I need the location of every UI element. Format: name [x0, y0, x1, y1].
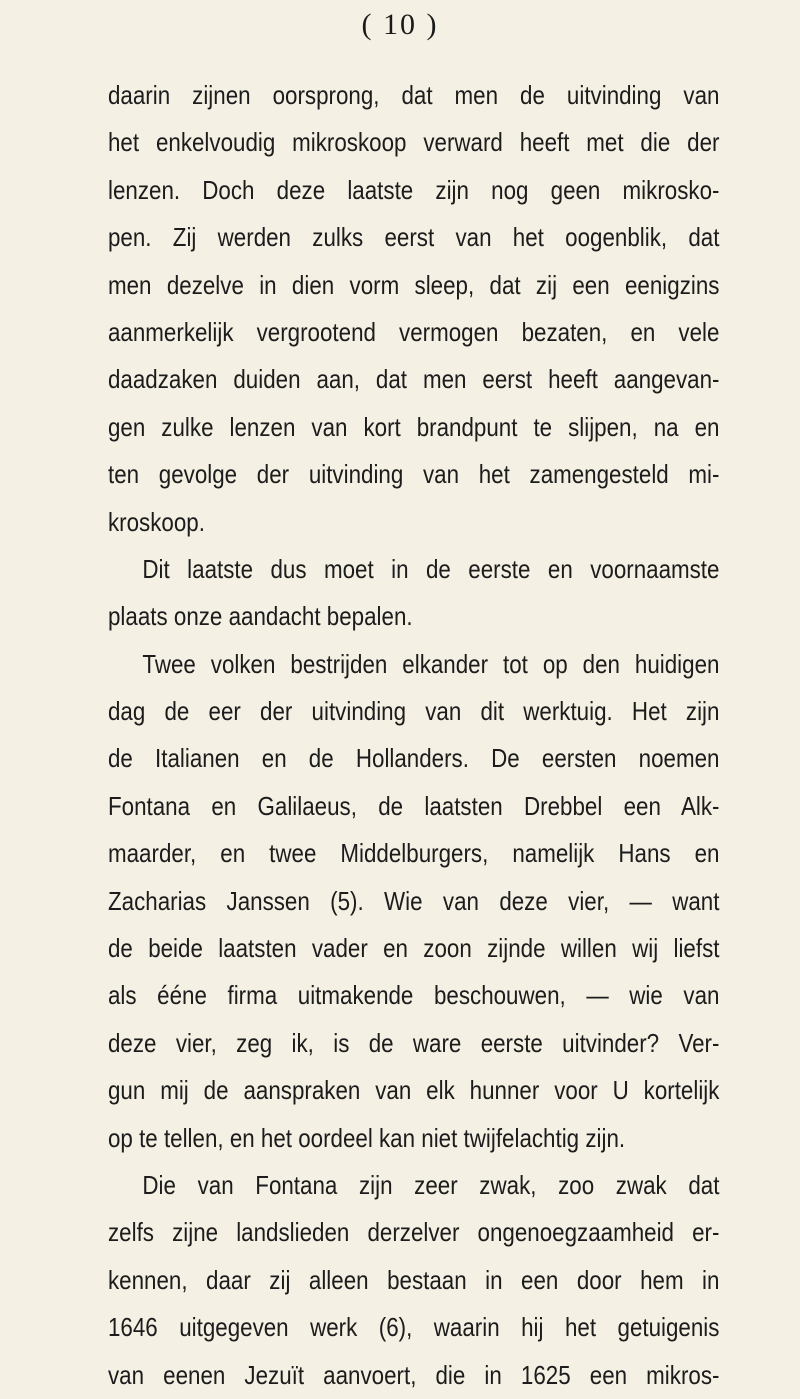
- text-line: Zacharias Janssen (5). Wie van deze vier, — want: [108, 885, 720, 916]
- text-line: het enkelvoudig mikroskoop verward heeft met die der: [108, 127, 720, 158]
- text-line: Dit laatste dus moet in de eerste en voornaamste: [142, 553, 720, 584]
- text-line: daarin zijnen oorsprong, dat men de uitvinding van: [108, 80, 720, 110]
- text-line: Die van Fontana zijn zeer zwak, zoo zwak dat: [142, 1169, 720, 1200]
- text-line: gen zulke lenzen van kort brandpunt te slijpen, na en: [108, 411, 720, 442]
- text-line: gun mij de aanspraken van elk hunner voor U kortelijk: [108, 1075, 720, 1106]
- text-line: op te tellen, en het oordeel kan niet twijfelachtig zijn.: [108, 1122, 626, 1153]
- text-line: de Italianen en de Hollanders. De eersten noemen: [108, 743, 720, 774]
- text-line: kennen, daar zij alleen bestaan in een door hem in: [108, 1264, 720, 1295]
- text-line: plaats onze aandacht bepalen.: [108, 601, 413, 632]
- text-line: ten gevolge der uitvinding van het zamengesteld mi-: [108, 459, 720, 490]
- text-line: dag de eer der uitvinding van dit werktuig. Het zijn: [108, 696, 720, 727]
- page-number: ( 10 ): [361, 8, 439, 41]
- text-line: maarder, en twee Middelburgers, namelijk Hans en: [108, 838, 720, 869]
- body-text: [108, 72, 719, 1399]
- text-line: men dezelve in dien vorm sleep, dat zij een eenigzins: [108, 269, 720, 300]
- text-line: als ééne firma uitmakende beschouwen, — wie van: [108, 980, 720, 1011]
- text-line: de beide laatsten vader en zoon zijnde willen wij liefst: [108, 933, 720, 964]
- text-line: deze vier, zeg ik, is de ware eerste uitvinder? Ver-: [108, 1027, 720, 1058]
- text-line: pen. Zij werden zulks eerst van het oogenblik, dat: [108, 222, 720, 253]
- text-line: van eenen Jezuït aanvoert, die in 1625 een mikros-: [108, 1359, 720, 1390]
- text-line: Twee volken bestrijden elkander tot op den huidigen: [142, 648, 720, 679]
- text-line: kroskoop.: [108, 506, 205, 537]
- text-line: Fontana en Galilaeus, de laatsten Drebbel een Alk-: [108, 790, 720, 821]
- text-line: 1646 uitgegeven werk (6), waarin hij het getuigenis: [108, 1312, 720, 1343]
- text-line: zelfs zijne landslieden derzelver ongenoegzaamheid er-: [108, 1217, 720, 1248]
- text-line: lenzen. Doch deze laatste zijn nog geen mikrosko-: [108, 174, 720, 205]
- text-line: aanmerkelijk vergrootend vermogen bezaten, en vele: [108, 316, 720, 347]
- text-line: daadzaken duiden aan, dat men eerst heeft aangevan-: [108, 364, 720, 395]
